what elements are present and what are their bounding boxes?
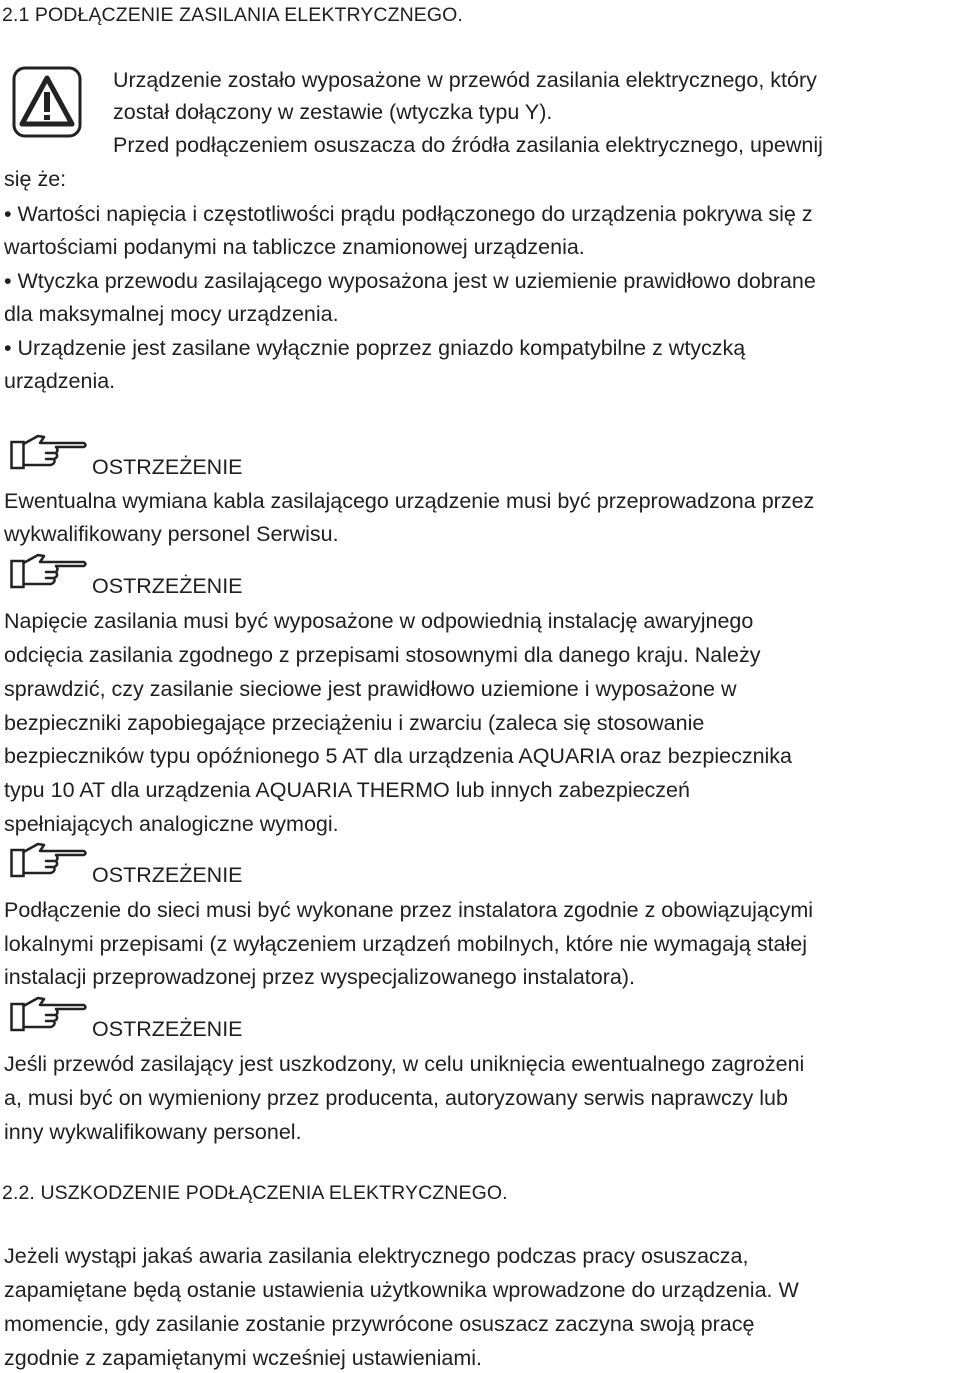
warning-text-line: sprawdzić, czy zasilanie sieciowe jest prawidłowo uziemione i wyposażone w: [4, 677, 737, 701]
warning-text-line: Ewentualna wymiana kabla zasilającego urządzenie musi być przeprowadzona przez: [4, 489, 815, 513]
intro-line: Przed podłączeniem osuszacza do źródła zasilania elektrycznego, upewnij: [113, 133, 823, 157]
warning-text-line: bezpieczniki zapobiegające przeciążeniu i zwarciu (zaleca się stosowanie: [4, 711, 705, 735]
warning-text-line: bezpieczników typu opóźnionego 5 AT dla urządzenia AQUARIA oraz bezpiecznika: [4, 744, 793, 768]
intro-line: się że:: [4, 167, 67, 191]
warning-title: OSTRZEŻENIE: [92, 863, 243, 887]
warning-text-line: instalacji przeprowadzonej przez wyspecjalizowanego instalatora).: [4, 965, 635, 989]
warning-title: OSTRZEŻENIE: [92, 455, 243, 479]
warning-title: OSTRZEŻENIE: [92, 574, 243, 598]
warning-title: OSTRZEŻENIE: [92, 1017, 243, 1041]
warning-text-line: Jeśli przewód zasilający jest uszkodzony, w celu uniknięcia ewentualnego zagrożeni: [4, 1052, 805, 1076]
pointing-hand-icon: [10, 433, 88, 471]
bullet-line: • Wartości napięcia i częstotliwości prądu podłączonego do urządzenia pokrywa się z: [4, 202, 813, 226]
bullet-line: • Urządzenie jest zasilane wyłącznie poprzez gniazdo kompatybilne z wtyczką: [4, 336, 746, 360]
warning-triangle-icon: [12, 66, 82, 138]
warning-text-line: Podłączenie do sieci musi być wykonane przez instalatora zgodnie z obowiązującymi: [4, 898, 814, 922]
warning-text-line: odcięcia zasilania zgodnego z przepisami stosownymi dla danego kraju. Należy: [4, 643, 761, 667]
intro-line: został dołączony w zestawie (wtyczka typu Y).: [113, 100, 553, 124]
warning-text-line: Napięcie zasilania musi być wyposażone w odpowiednią instalację awaryjnego: [4, 609, 754, 633]
body-text-line: zgodnie z zapamiętanymi wcześniej ustawieniami.: [4, 1346, 482, 1370]
body-text-line: momencie, gdy zasilanie zostanie przywrócone osuszacz zaczyna swoją pracę: [4, 1312, 755, 1336]
section-heading-power-failure: 2.2. USZKODZENIE PODŁĄCZENIA ELEKTRYCZNEGO.: [2, 1182, 508, 1204]
pointing-hand-icon: [10, 841, 88, 879]
body-text-line: Jeżeli wystąpi jakaś awaria zasilania elektrycznego podczas pracy osuszacza,: [4, 1244, 749, 1268]
warning-text-line: a, musi być on wymieniony przez producenta, autoryzowany serwis naprawczy lub: [4, 1086, 788, 1110]
warning-text-line: inny wykwalifikowany personel.: [4, 1120, 302, 1144]
warning-text-line: spełniających analogiczne wymogi.: [4, 812, 339, 836]
pointing-hand-icon: [10, 995, 88, 1033]
bullet-line: dla maksymalnej mocy urządzenia.: [4, 302, 339, 326]
warning-text-line: typu 10 AT dla urządzenia AQUARIA THERMO lub innych zabezpieczeń: [4, 778, 690, 802]
intro-line: Urządzenie zostało wyposażone w przewód zasilania elektrycznego, który: [113, 68, 817, 92]
warning-text-line: wykwalifikowany personel Serwisu.: [4, 522, 339, 546]
bullet-line: • Wtyczka przewodu zasilającego wyposażona jest w uziemienie prawidłowo dobrane: [4, 269, 816, 293]
warning-text-line: lokalnymi przepisami (z wyłączeniem urządzeń mobilnych, które nie wymagają stałej: [4, 932, 807, 956]
bullet-line: urządzenia.: [4, 369, 116, 393]
body-text-line: zapamiętane będą ostanie ustawienia użytkownika wprowadzone do urządzenia. W: [4, 1278, 799, 1302]
section-heading-power-connection: 2.1 PODŁĄCZENIE ZASILANIA ELEKTRYCZNEGO.: [2, 4, 463, 26]
bullet-line: wartościami podanymi na tabliczce znamionowej urządzenia.: [4, 235, 585, 259]
pointing-hand-icon: [10, 552, 88, 590]
